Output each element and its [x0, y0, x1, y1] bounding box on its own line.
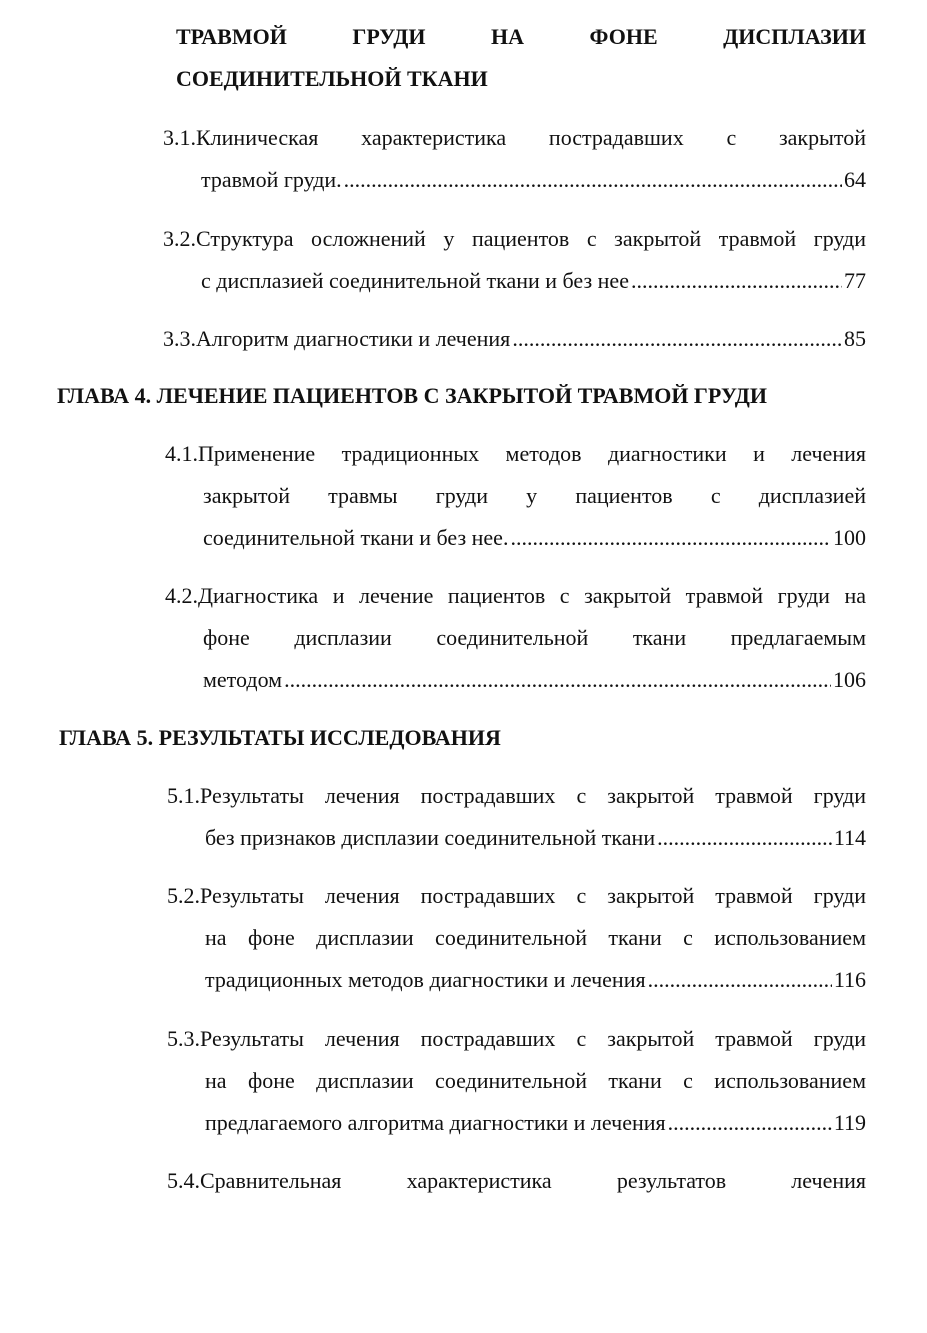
- toc-entry-5-2-line2: на фоне дисплазии соединительной ткани с использованием: [205, 925, 866, 950]
- dot-leader: [512, 324, 842, 354]
- chapter-heading-line: ТРАВМОЙ ГРУДИ НА ФОНЕ ДИСПЛАЗИИ: [176, 24, 866, 49]
- dot-leader: [668, 1108, 832, 1138]
- toc-entry-number: 5.4.: [167, 1168, 200, 1193]
- toc-entry-text: без признаков дисплазии соединительной ткани: [205, 825, 656, 850]
- toc-entry-5-2-line1: [167, 881, 866, 911]
- toc-entry-text: Сравнительная характеристика результатов лечения: [200, 1168, 866, 1193]
- toc-entry-4-1-line1: [165, 439, 866, 469]
- toc-entry-4-2-line1: [165, 581, 866, 611]
- toc-entry-number: 3.3.: [163, 326, 196, 351]
- dot-leader: [510, 523, 831, 553]
- toc-entry-text: соединительной ткани и без нее.: [203, 525, 509, 550]
- toc-entry-5-4-line1: [167, 1166, 866, 1196]
- toc-entry-text: методом: [203, 667, 283, 692]
- chapter-5-title: ГЛАВА 5. РЕЗУЛЬТАТЫ ИССЛЕДОВАНИЯ: [59, 725, 501, 750]
- toc-entry-text: с дисплазией соединительной ткани и без нее: [201, 268, 629, 293]
- toc-entry-3-1-line1: [163, 123, 866, 153]
- toc-entry-number: 5.1.: [167, 783, 200, 808]
- toc-entry-text: Результаты лечения пострадавших с закрытой травмой груди: [200, 883, 866, 908]
- toc-entry-text: Клиническая характеристика пострадавших с закрытой: [196, 125, 866, 150]
- toc-entry-number: 4.2.: [165, 583, 198, 608]
- toc-entry-4-2-line3: [203, 665, 866, 695]
- toc-page-number: 77: [844, 268, 866, 293]
- toc-entry-5-1-line2: [205, 823, 866, 853]
- toc-page-number: 85: [844, 326, 866, 351]
- dot-leader: [648, 965, 832, 995]
- toc-entry-4-1-line2: закрытой травмы груди у пациентов с дисплазией: [203, 483, 866, 508]
- toc-entry-4-1-line3: [203, 523, 866, 553]
- toc-entry-text: Алгоритм диагностики и лечения: [196, 326, 511, 351]
- toc-entry-text: Диагностика и лечение пациентов с закрытой травмой груди на: [198, 583, 866, 608]
- toc-entry-4-2-line2: фоне дисплазии соединительной ткани предлагаемым: [203, 625, 866, 650]
- toc-entry-5-3-line3: [205, 1108, 866, 1138]
- toc-entry-number: 3.2.: [163, 226, 196, 251]
- toc-page-number: 116: [833, 967, 866, 992]
- toc-page-number: 64: [844, 167, 866, 192]
- toc-page-number: 119: [833, 1110, 866, 1135]
- toc-page-number: 100: [833, 525, 866, 550]
- dot-leader: [284, 665, 831, 695]
- chapter-heading-line: СОЕДИНИТЕЛЬНОЙ ТКАНИ: [176, 66, 488, 91]
- toc-entry-3-3: [163, 324, 866, 354]
- toc-entry-text: Результаты лечения пострадавших с закрытой травмой груди: [200, 1026, 866, 1051]
- toc-entry-5-3-line1: [167, 1024, 866, 1054]
- toc-entry-5-2-line3: [205, 965, 866, 995]
- toc-page-number: 106: [833, 667, 866, 692]
- toc-entry-text: травмой груди.: [201, 167, 342, 192]
- toc-entry-5-3-line2: на фоне дисплазии соединительной ткани с использованием: [205, 1068, 866, 1093]
- dot-leader: [631, 266, 842, 296]
- dot-leader: [344, 165, 842, 195]
- dot-leader: [657, 823, 832, 853]
- toc-entry-number: 4.1.: [165, 441, 198, 466]
- toc-entry-5-1-line1: [167, 781, 866, 811]
- chapter-4-title: ГЛАВА 4. ЛЕЧЕНИЕ ПАЦИЕНТОВ С ЗАКРЫТОЙ ТРАВМОЙ ГРУДИ: [57, 383, 767, 408]
- toc-entry-text: Результаты лечения пострадавших с закрытой травмой груди: [200, 783, 866, 808]
- toc-page-number: 114: [833, 825, 866, 850]
- toc-entry-3-2-line2: [201, 266, 866, 296]
- toc-entry-number: 3.1.: [163, 125, 196, 150]
- toc-entry-number: 5.3.: [167, 1026, 200, 1051]
- toc-entry-text: Структура осложнений у пациентов с закрытой травмой груди: [196, 226, 866, 251]
- toc-entry-text: традиционных методов диагностики и лечения: [205, 967, 646, 992]
- toc-entry-text: Применение традиционных методов диагностики и лечения: [198, 441, 866, 466]
- toc-entry-3-2-line1: [163, 224, 866, 254]
- toc-entry-3-1-line2: [201, 165, 866, 195]
- toc-entry-number: 5.2.: [167, 883, 200, 908]
- toc-entry-text: предлагаемого алгоритма диагностики и лечения: [205, 1110, 666, 1135]
